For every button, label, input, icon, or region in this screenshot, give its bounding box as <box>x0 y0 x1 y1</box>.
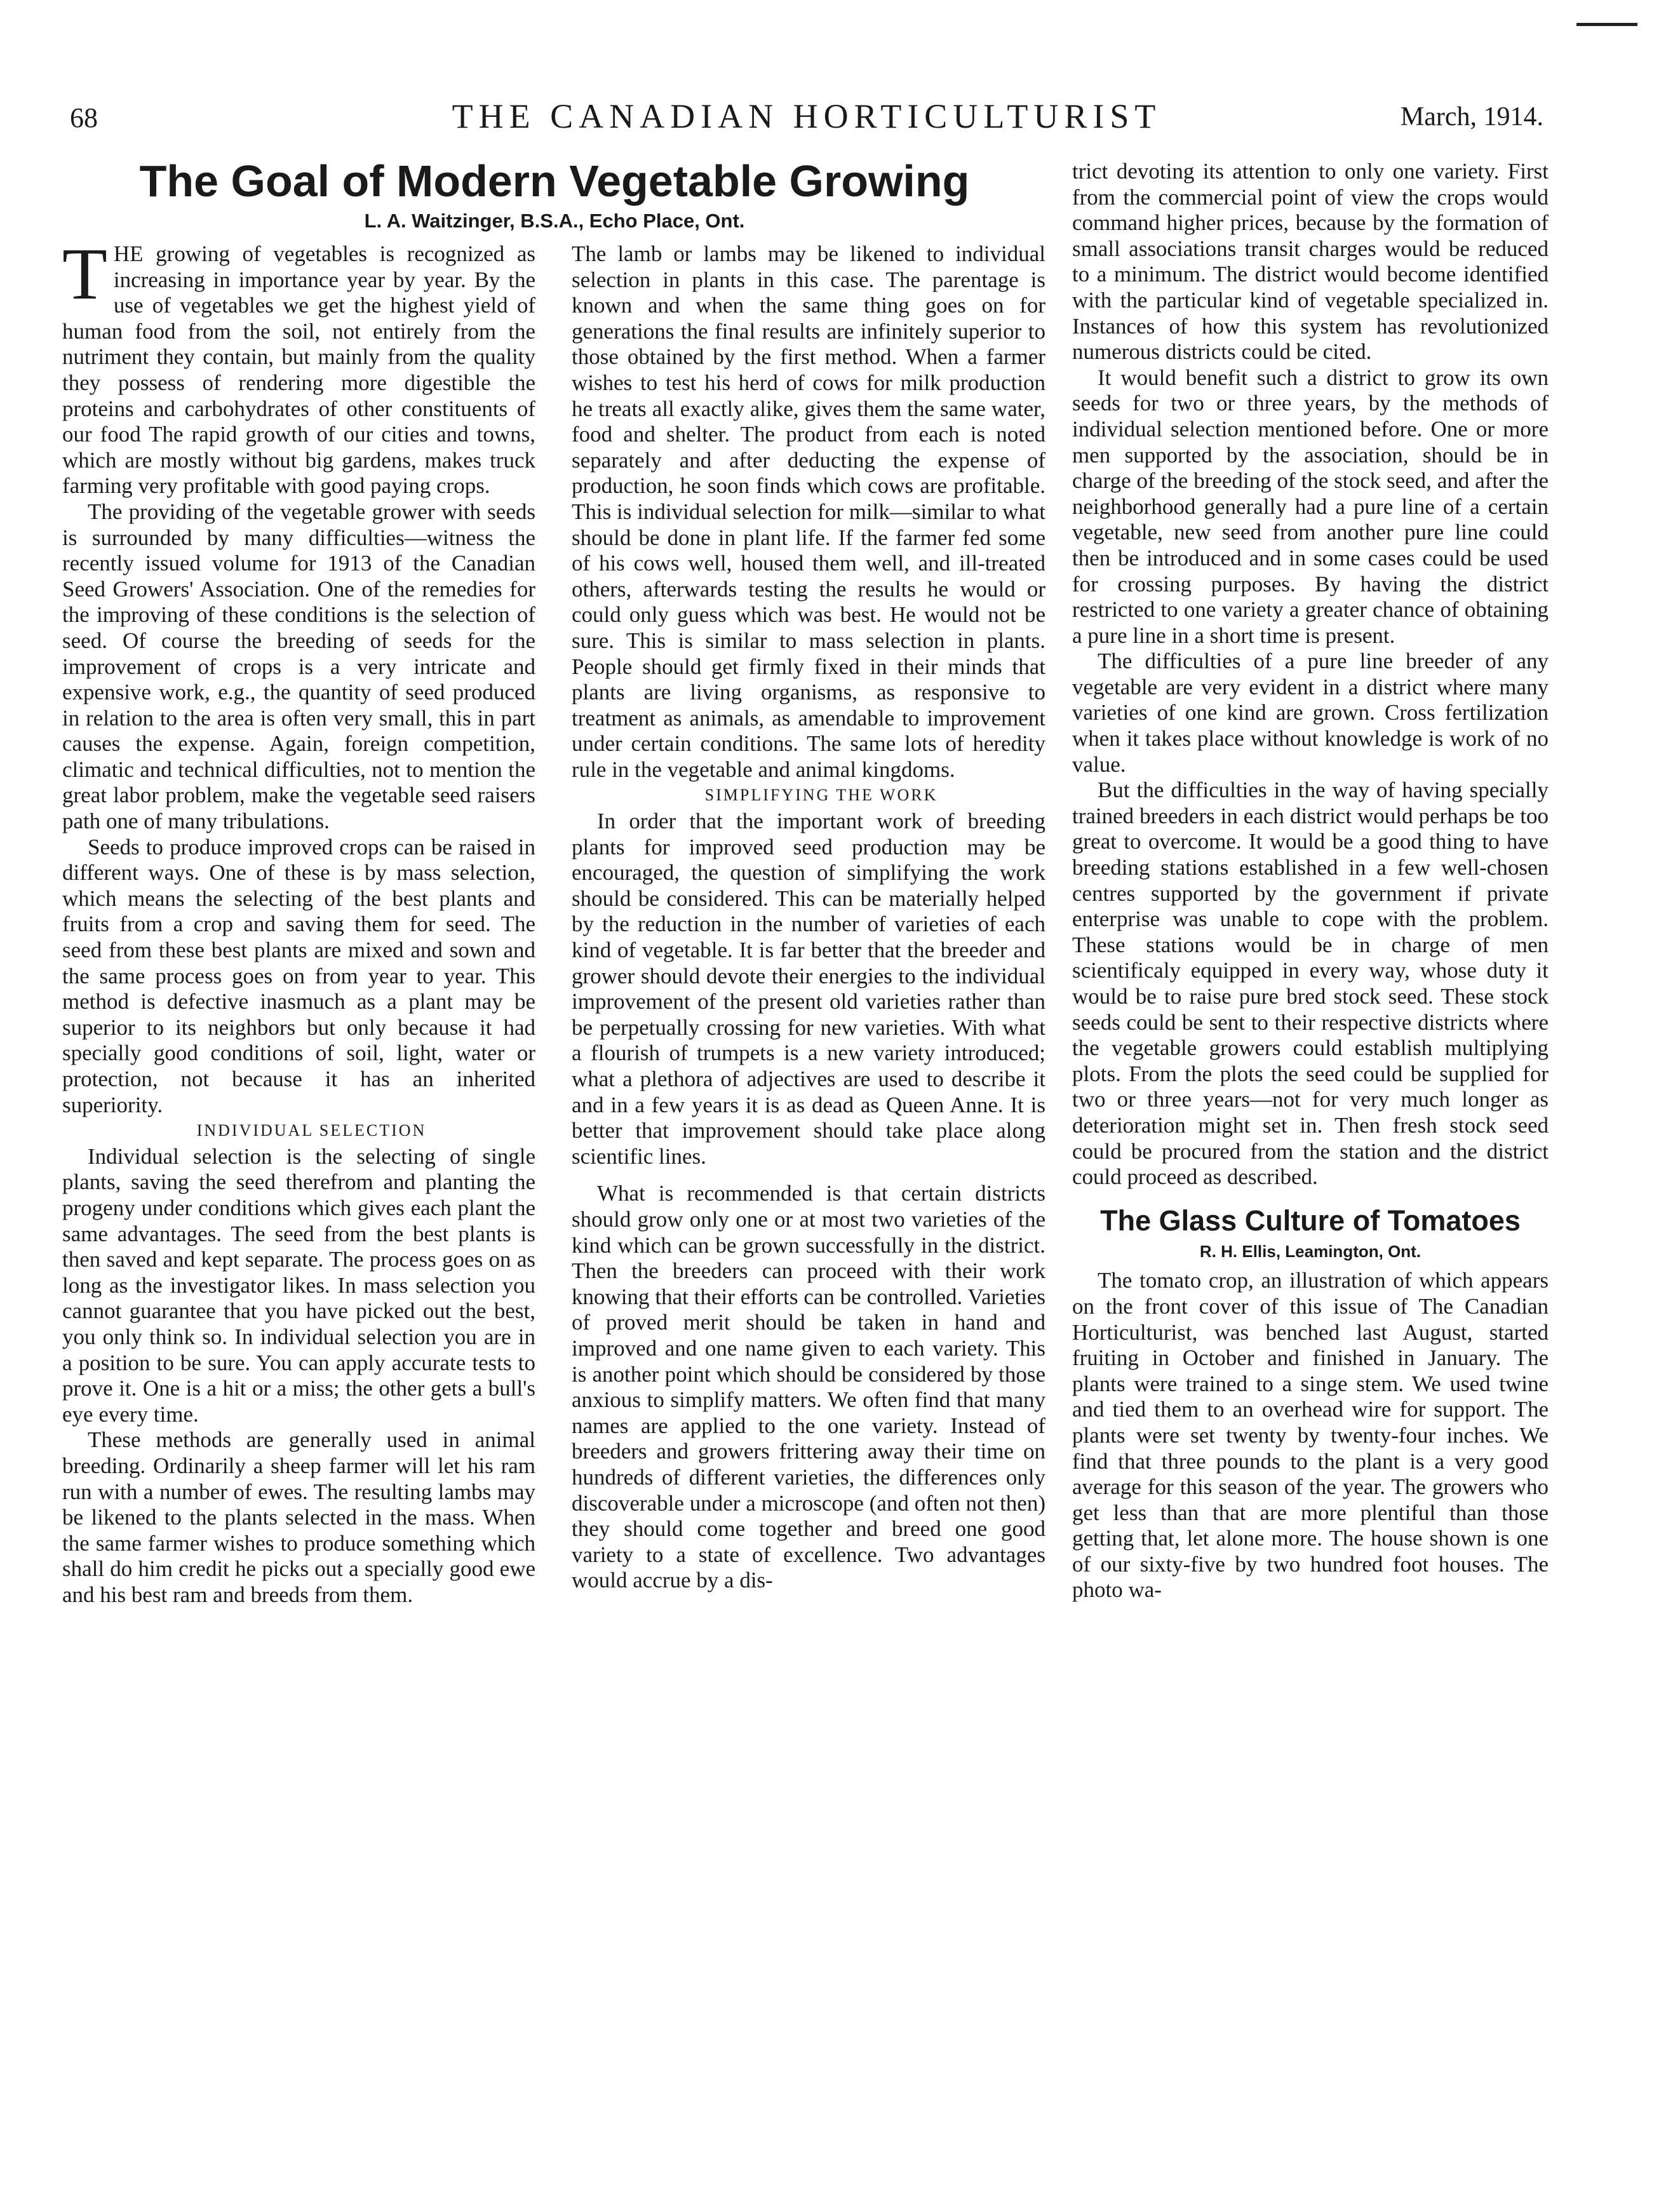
issue-date: March, 1914. <box>1400 102 1543 131</box>
column-1 <box>62 234 535 1608</box>
drop-cap: T <box>62 234 107 315</box>
journal-title: THE CANADIAN HORTICULTURIST <box>452 97 1162 135</box>
paragraph-12: But the difficulties in the way of having specially trained breeders in each district would perhaps be too great to overcome. It would be a good thing to have breeding stations established in a few well-chosen centres supported by the government if private enterprise was unable to cope with the problem. These stations would be in charge of men scientificaly equipped in every way, whose duty it would be to raise pure bred stock seed. These stock seeds could be sent to their respective districts where the vegetable growers could establish multiplying plots. From the plots the seed could be supplied for two or three years—not for very much longer as deterioration might set in. Then fresh stock seed could be procured from the station and the district could proceed as described. <box>1072 778 1549 1190</box>
paragraph-8: What is recommended is that certain districts should grow only one or at most two varieties of the kind which can be grown successfully in the district. Then the breeders can proceed with their work knowing that their efforts can be controlled. Varieties of proved merit should be taken in hand and improved and one name given to each variety. This is another point which should be considered by those anxious to simplify matters. We often find that many names are applied to the one variety. Instead of breeders and growers frittering away their time on hundreds of different varieties, the differences only discoverable under a microscope (and often not then) they should come together and breed one good variety to a state of excellence. Two advantages would accrue by a dis- <box>572 1181 1045 1593</box>
article-byline: L. A. Waitzinger, B.S.A., Echo Place, Ont. <box>364 210 745 232</box>
page-header <box>70 95 1543 146</box>
second-article-paragraph-1: The tomato crop, an illustration of which appears on the front cover of this issue of The Canadian Horticulturist, was benched last August, started fruiting in October and finished in January. The plants were trained to a singe stem. We used twine and tied them to an overhead wire for support. The plants were set twenty by twenty-four inches. We find that three pounds to the plant is a very good average for this season of the year. The growers who get less than that are more plentiful than those getting that, let alone more. The house shown is one of our sixty-five by two hundred foot houses. The photo wa- <box>1072 1268 1549 1603</box>
paragraph-4: Individual selection is the selecting of single plants, saving the seed therefrom and planting the progeny under conditions which gives each plant the same advantages. The seed from the best plants is then saved and kept separate. The process goes on as long as the investigator likes. In mass selection you cannot guarantee that you have picked out the best, you only think so. In individual selection you are in a position to be sure. You can apply accurate tests to prove it. One is a hit or a miss; the other gets a bull's eye every time. <box>62 1143 535 1427</box>
second-article-title: The Glass Culture of Tomatoes <box>1100 1204 1521 1237</box>
paragraph-9: trict devoting its attention to only one variety. First from the commercial point of view the crops would command higher prices, because by the formation of small associations transit charges would be reduced to a minimum. The district would become identified with the particular kind of vegetable specialized in. Instances of how this system has revolutionized numerous districts could be cited. <box>1072 159 1549 365</box>
column-3 <box>1072 159 1549 1603</box>
paragraph-5: These methods are generally used in animal breeding. Ordinarily a sheep farmer will let his ram run with a number of ewes. The resulting lambs may be likened to the plants selected in the mass. When the same farmer wishes to produce something which shall do him credit he picks out a specially good ewe and his best ram and breeds from them. <box>62 1427 535 1607</box>
paragraph-6: The lamb or lambs may be likened to individual selection in plants in this case. The parentage is known and when the same thing goes on for generations the final results are infinitely superior to those obtained by the first method. When a farmer wishes to test his herd of cows for milk production he treats all exactly alike, gives them the same water, food and shelter. The product from each is noted separately and after deducting the expense of production, he soon finds which cows are profitable. This is individual selection for milk—similar to what should be done in plant life. If the farmer fed some of his cows well, housed them well, and ill-treated others, afterwards testing the results he would or could only guess which was best. He would not be sure. This is similar to mass selection in plants. People should get firmly fixed in their minds that plants are living organisms, as responsive to treatment as animals, as amendable to improvement under certain conditions. The same lots of heredity rule in the vegetable and animal kingdoms. <box>572 241 1045 782</box>
column-2 <box>572 241 1045 1594</box>
paragraph-1: THE growing of vegetables is recognized as increasing in importance year by year. By the use of vegetables we get the highest yield of human food from the soil, not entirely from the nutriment they contain, but mainly from the quality they possess of rendering more digestible the proteins and carbohydrates of other constituents of our food The rapid growth of our cities and towns, which are mostly without big gardens, makes truck farming very profitable with good paying crops. <box>62 234 535 499</box>
page-number: 68 <box>70 102 98 133</box>
paragraph-10: It would benefit such a district to grow its own seeds for two or three years, by the methods of individual selection mentioned before. One or more men supported by the association, should be in charge of the breeding of the stock seed, and after the neighborhood generally had a pure line of a certain vegetable, new seed from another pure line could then be introduced and in some cases could be used for crossing purposes. By having the district restricted to one variety a greater chance of obtaining a pure line in a short time is present. <box>1072 365 1549 648</box>
subhead-individual-selection: INDIVIDUAL SELECTION <box>196 1121 427 1140</box>
paragraph-2: The providing of the vegetable grower with seeds is surrounded by many difficulties—witness the recently issued volume for 1913 of the Canadian Seed Growers' Association. One of the remedies for the improving of these conditions is the selection of seed. Of course the breeding of seeds for the improvement of crops is a very intricate and expensive work, e.g., the quantity of seed produced in relation to the area is often very small, this in part causes the expense. Again, foreign competition, climatic and technical difficulties, not to mention the great labor problem, make the vegetable seed raisers path one of many tribulations. <box>62 499 535 834</box>
article-title: The Goal of Modern Vegetable Growing <box>139 156 970 206</box>
paragraph-7: In order that the important work of breeding plants for improved seed production may be encouraged, the question of simplifying the work should be considered. This can be materially helped by the reduction in the number of varieties of each kind of vegetable. It is far better that the breeder and grower should devote their energies to the individual improvement of the present old varieties rather than be perpetually crossing for new varieties. With what a flourish of trumpets is a new variety introduced; what a plethora of adjectives are used to describe it and in a few years it is as dead as Queen Anne. It is better that improvement should take place along scientific lines. <box>572 809 1045 1169</box>
second-article-byline: R. H. Ellis, Leamington, Ont. <box>1199 1241 1421 1261</box>
paragraph-11: The difficulties of a pure line breeder of any vegetable are very evident in a district where many varieties of one kind are grown. Cross fertilization when it takes place without knowledge is work of no value. <box>1072 649 1549 777</box>
top-rule <box>1576 23 1637 26</box>
paragraph-3: Seeds to produce improved crops can be raised in different ways. One of these is by mass selection, which means the selecting of the best plants and fruits from a crop and saving them for seed. The seed from these best plants are mixed and sown and the same process goes on from year to year. This method is defective inasmuch as a plant may be superior to its neighbors but only because it had specially good conditions of soil, light, water or protection, not because it has an inherited superiority. <box>62 834 535 1117</box>
subhead-simplifying-the-work: SIMPLIFYING THE WORK <box>704 786 938 805</box>
